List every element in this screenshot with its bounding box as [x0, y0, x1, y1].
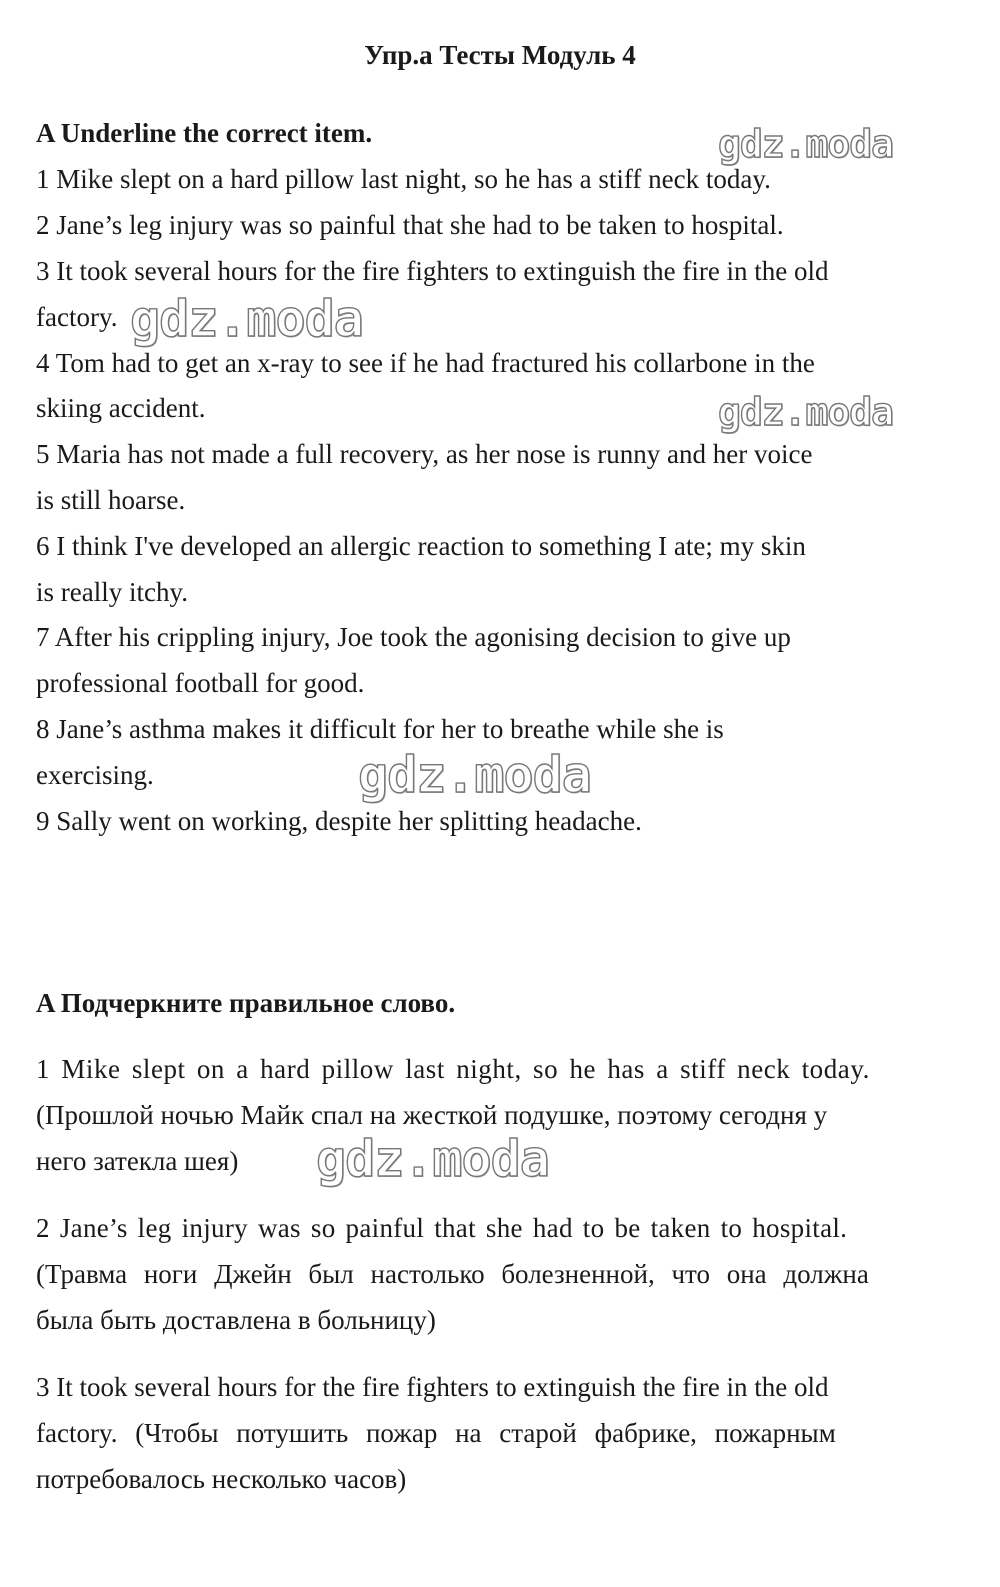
text-line: 3 It took several hours for the fire fighters to extinguish the fire in the old: [36, 256, 829, 286]
text-line: 2 Jane’s leg injury was so painful that she had to be taken to hospital.: [36, 210, 784, 240]
text-line: factory.: [36, 302, 118, 332]
text-line: него затекла шея): [36, 1146, 239, 1176]
text-line: 4 Tom had to get an x-ray to see if he had fractured his collarbone in the: [36, 348, 815, 378]
text-line: (Травма ноги Джейн был настолько болезненной, что она должна: [36, 1259, 869, 1289]
watermark: gdz.moda: [130, 290, 363, 348]
watermark: gdz.moda: [358, 746, 591, 804]
text-line: 2 Jane’s leg injury was so painful that she had to be taken to hospital.: [36, 1213, 848, 1243]
text-line: была быть доставлена в больницу): [36, 1305, 436, 1335]
text-line: 8 Jane’s asthma makes it difficult for her to breathe while she is: [36, 714, 724, 744]
text-line: 7 After his crippling injury, Joe took the agonising decision to give up: [36, 622, 791, 652]
text-line: professional football for good.: [36, 668, 365, 698]
section-heading-ru: A Подчеркните правильное слово.: [36, 988, 456, 1018]
watermark: gdz.moda: [316, 1130, 549, 1188]
text-line: is really itchy.: [36, 577, 188, 607]
watermark: gdz.moda: [718, 122, 894, 166]
text-line: 3 It took several hours for the fire fighters to extinguish the fire in the old: [36, 1372, 829, 1402]
text-line: (Прошлой ночью Майк спал на жесткой подушке, поэтому сегодня у: [36, 1100, 828, 1130]
text-line: 6 I think I've developed an allergic reaction to something I ate; my skin: [36, 531, 806, 561]
text-line: 1 Mike slept on a hard pillow last night, so he has a stiff neck today.: [36, 1054, 870, 1084]
text-line: 9 Sally went on working, despite her splitting headache.: [36, 806, 642, 836]
text-line: 5 Maria has not made a full recovery, as her nose is runny and her voice: [36, 439, 813, 469]
watermark: gdz.moda: [718, 390, 894, 434]
text-line: factory. (Чтобы потушить пожар на старой фабрике, пожарным: [36, 1418, 836, 1448]
text-line: is still hoarse.: [36, 485, 186, 515]
text-line: потребовалось несколько часов): [36, 1464, 407, 1494]
section-heading-en: A Underline the correct item.: [36, 118, 373, 148]
text-line: 1 Mike slept on a hard pillow last night, so he has a stiff neck today.: [36, 164, 771, 194]
text-line: exercising.: [36, 760, 154, 790]
page-title: Упр.а Тесты Модуль 4: [364, 40, 636, 70]
text-line: skiing accident.: [36, 393, 206, 423]
